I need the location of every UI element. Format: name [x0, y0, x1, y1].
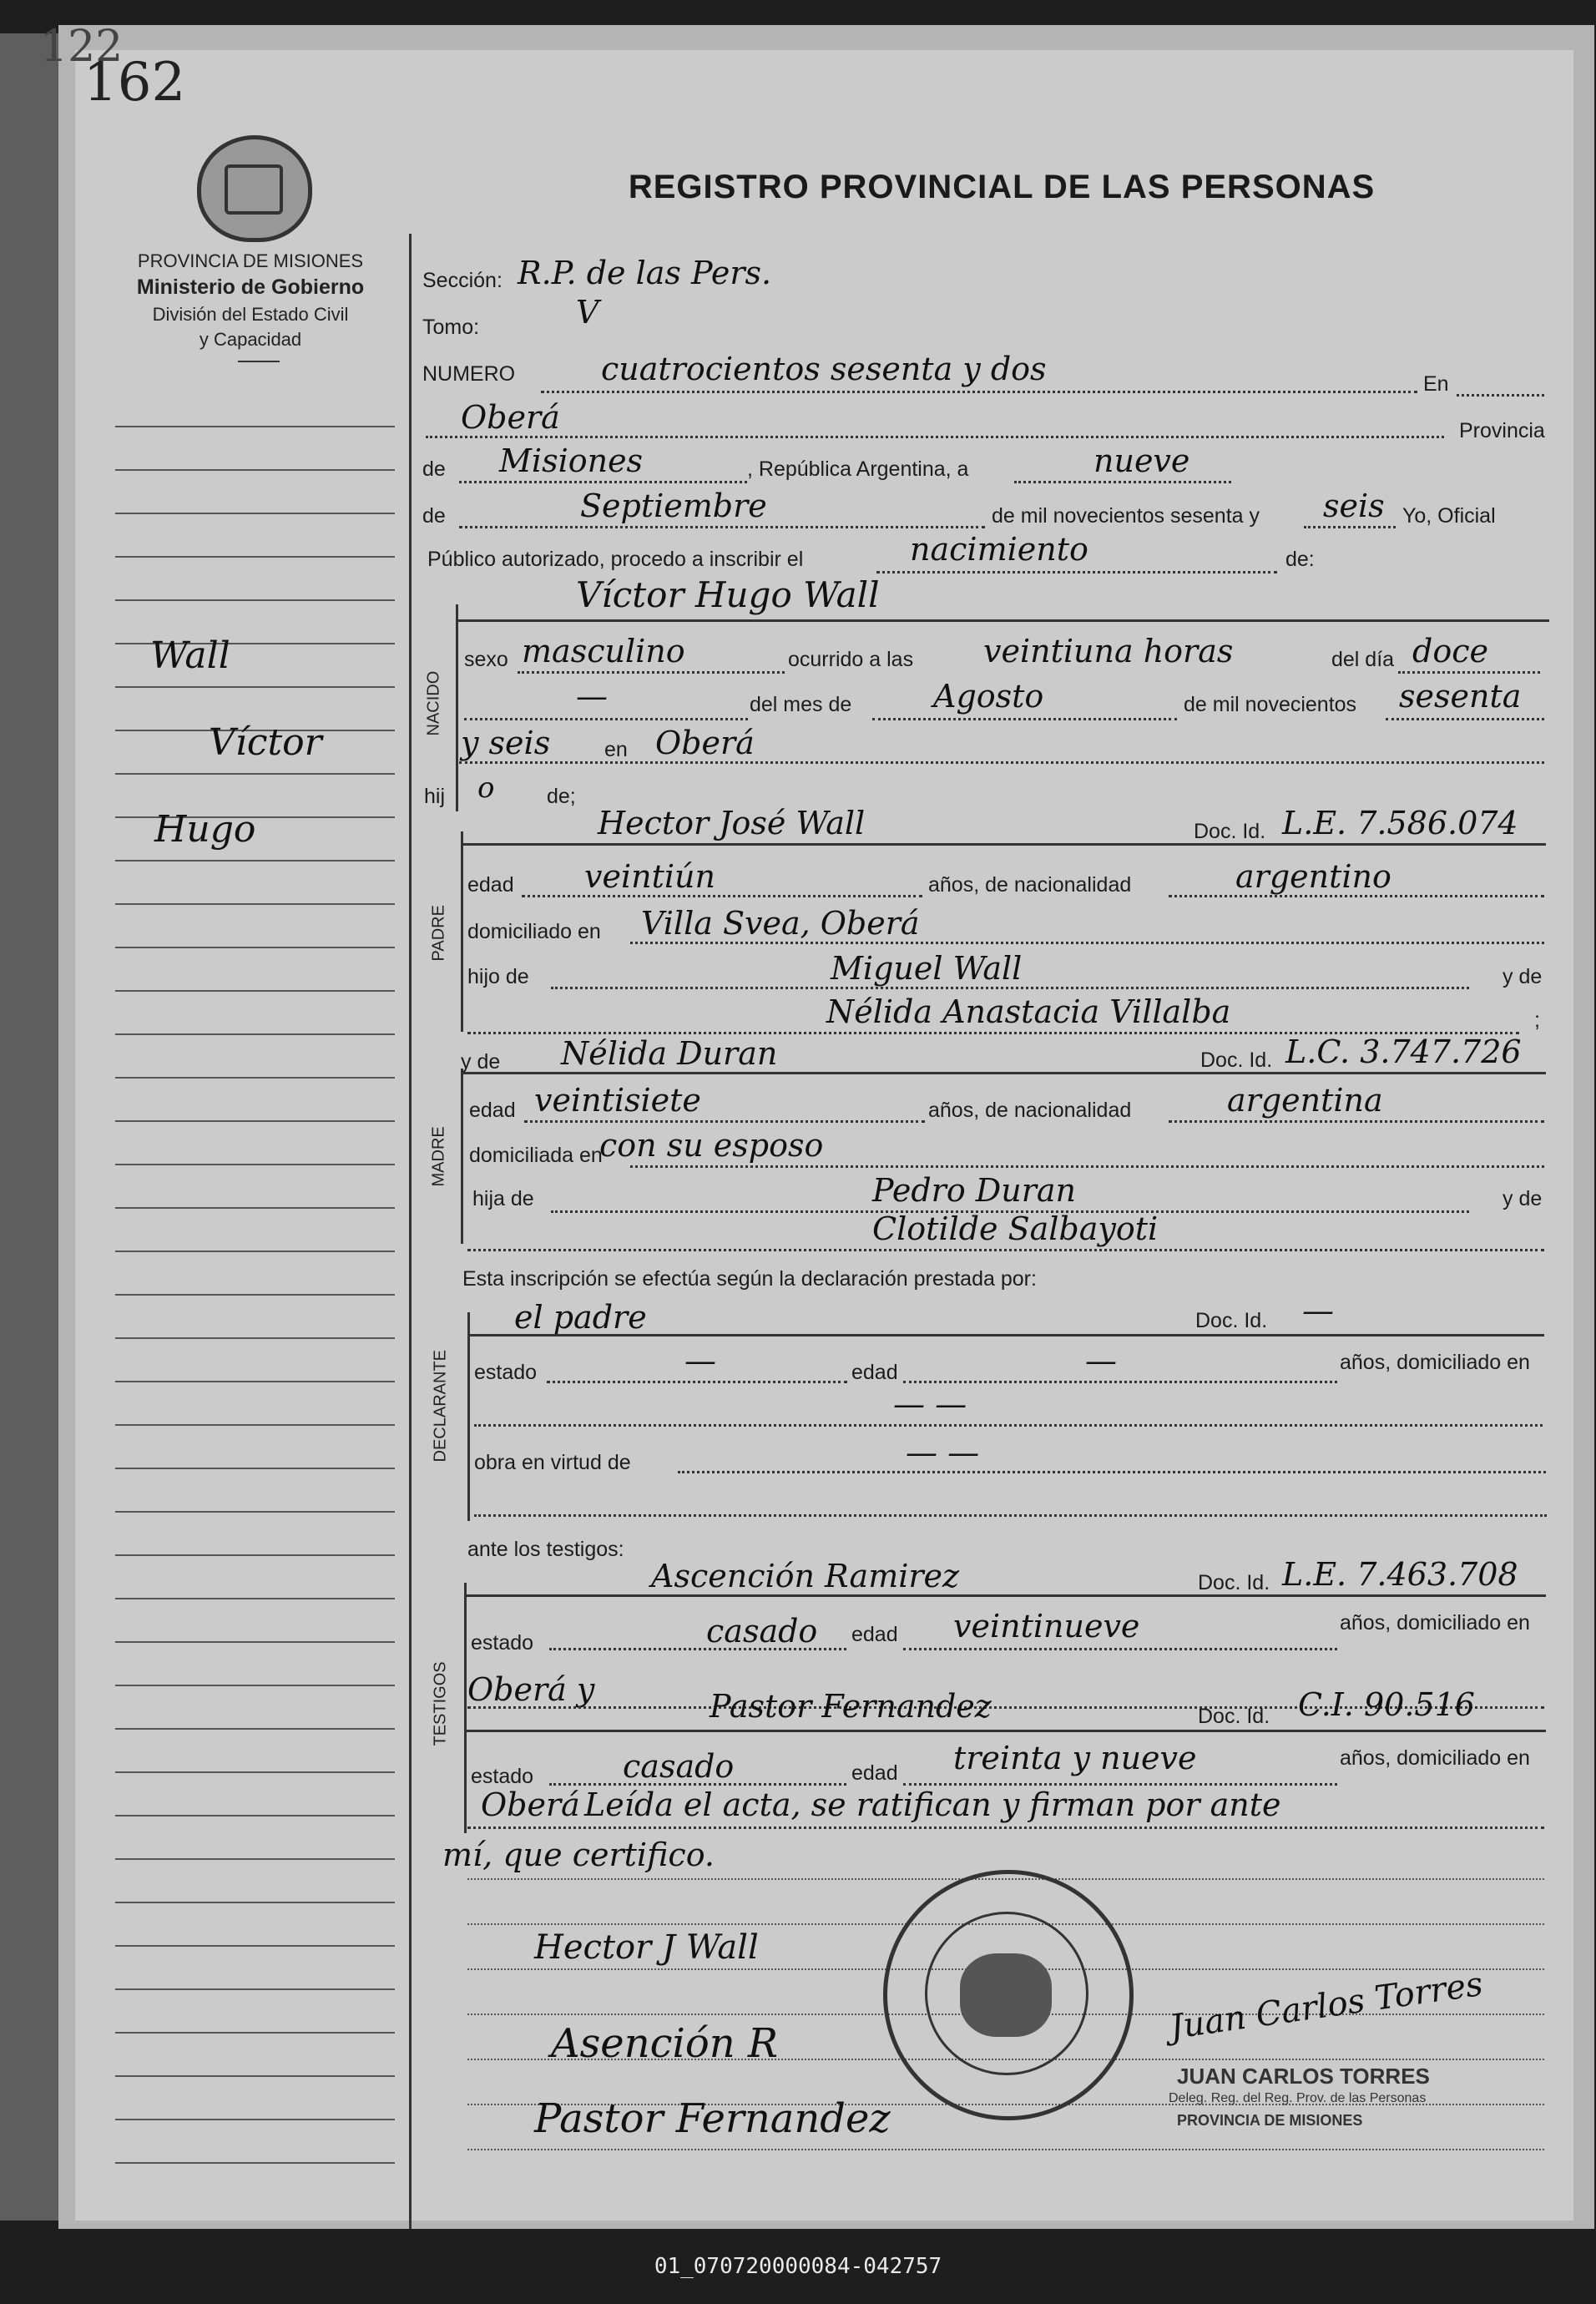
- padre-nacionalidad: argentino: [1235, 858, 1391, 895]
- madre-edad: veintisiete: [534, 1082, 701, 1119]
- document-title: REGISTRO PROVINCIAL DE LAS PERSONAS: [628, 169, 1376, 205]
- madre-padre: Pedro Duran: [872, 1172, 1077, 1209]
- province-name: PROVINCIA DE MISIONES: [137, 250, 364, 271]
- de-mil-label: de mil novecientos sesenta y: [992, 504, 1260, 528]
- testigo-2-line: [464, 1730, 1546, 1732]
- padre-dom-label: domiciliado en: [467, 920, 601, 943]
- margin-rule: [115, 860, 395, 861]
- declarante-dom-line: [474, 1424, 1543, 1427]
- declarante-obra-label: obra en virtud de: [474, 1451, 631, 1474]
- seccion-label: Sección:: [422, 269, 503, 292]
- torres-title-stamp: Deleg. Reg. del Reg. Prov. de las Personas: [1169, 2091, 1427, 2105]
- sexo-line: [518, 671, 785, 674]
- hora-value: veintiuna horas: [983, 633, 1234, 669]
- inscripcion-label: Esta inscripción se efectúa según la declaración prestada por:: [462, 1267, 1037, 1291]
- signature-oficial: Juan Carlos Torres: [1167, 1964, 1486, 2048]
- madre-madre-line: [467, 1249, 1544, 1251]
- padre-edad: veintiún: [584, 858, 715, 895]
- testigo-1-edad: veintinueve: [953, 1608, 1140, 1645]
- mes-inscripcion-line: [459, 526, 985, 528]
- madre-bracket: [461, 1069, 463, 1244]
- footer-identifier: 01_070720000084-042757: [654, 2254, 942, 2279]
- sexo-label: sexo: [464, 648, 508, 671]
- closing-line-1: Leída el acta, se ratifican y firman por ante: [584, 1786, 1281, 1823]
- dia-inscripcion: nueve: [1093, 442, 1190, 479]
- testigo-1-nombre: Ascención Ramirez: [651, 1558, 960, 1594]
- margin-rule: [115, 426, 395, 427]
- testigo-1-estado-line: [549, 1648, 846, 1650]
- padre-padre-line: [551, 987, 1469, 989]
- padre-semicolon: ;: [1534, 1008, 1540, 1032]
- madre-nac-line: [1169, 1120, 1544, 1123]
- old-page-number: 122: [40, 22, 124, 72]
- margin-rule: [115, 686, 395, 688]
- testigo-2-anios-label: años, domiciliado en: [1340, 1746, 1530, 1770]
- lugar-line: [426, 436, 1444, 438]
- margin-rule: [115, 1641, 395, 1643]
- sexo-value: masculino: [522, 633, 685, 669]
- nombre-line: [456, 619, 1549, 622]
- guion-value: —: [576, 678, 608, 715]
- margin-rule: [115, 1945, 395, 1947]
- margin-rule: [115, 556, 395, 558]
- tomo-value: V: [576, 294, 599, 331]
- madre-nacionalidad: argentina: [1227, 1082, 1383, 1119]
- margin-rule: [115, 2162, 395, 2164]
- declarante-nombre-line: [467, 1334, 1544, 1336]
- testigo-1-edad-line: [903, 1648, 1337, 1650]
- division-line-2: y Capacidad: [199, 329, 302, 350]
- madre-domicilio: con su esposo: [599, 1127, 824, 1164]
- padre-edad-label: edad: [467, 873, 514, 897]
- dia-inscripcion-line: [1014, 481, 1231, 483]
- hij-label: hij: [424, 785, 446, 808]
- declarante-domicilio: — —: [893, 1386, 967, 1422]
- padre-dom-line: [630, 942, 1544, 944]
- margin-rule: [115, 1511, 395, 1513]
- margin-rule: [115, 1685, 395, 1686]
- de-label-2: de: [422, 504, 446, 528]
- margin-rule: [115, 1381, 395, 1382]
- padre-y-de-label: y de: [1503, 965, 1543, 988]
- margin-rule: [115, 1728, 395, 1730]
- provincia-line: [459, 481, 747, 483]
- margin-rule: [115, 947, 395, 948]
- padre-padre: Miguel Wall: [831, 950, 1023, 987]
- testigo-2-estado-line: [549, 1783, 846, 1786]
- declarante-edad: —: [1085, 1342, 1117, 1379]
- testigo-1-domicilio: Oberá y: [467, 1671, 595, 1708]
- signature-rule: [467, 2149, 1544, 2150]
- margin-rule: [115, 903, 395, 905]
- publico-label: Público autorizado, procedo a inscribir el: [427, 548, 804, 571]
- nombre-value: Víctor Hugo Wall: [576, 574, 880, 615]
- testigo-1-estado: casado: [706, 1613, 818, 1650]
- ocurrido-label: ocurrido a las: [788, 648, 914, 671]
- seccion-value: R.P. de las Pers.: [518, 255, 772, 291]
- testigos-bracket: [464, 1583, 467, 1833]
- hij-suffix: o: [477, 771, 495, 805]
- signature-padre: Hector J Wall: [534, 1928, 759, 1967]
- testigo-1-anios-label: años, domiciliado en: [1340, 1611, 1530, 1635]
- declarante-nombre: el padre: [514, 1299, 647, 1336]
- margin-rule: [115, 1858, 395, 1860]
- padre-nombre: Hector José Wall: [598, 805, 866, 841]
- testigo-2-edad-line: [903, 1783, 1337, 1786]
- numero-label: NUMERO: [422, 362, 516, 386]
- ante-testigos-label: ante los testigos:: [467, 1538, 624, 1561]
- margin-rule: [115, 1988, 395, 1990]
- margin-rule: [115, 513, 395, 514]
- de-label-1: de: [422, 457, 446, 481]
- padre-hijo-label: hijo de: [467, 965, 529, 988]
- margin-rule: [115, 1815, 395, 1816]
- declarante-edad-line: [903, 1381, 1337, 1383]
- madre-nac-label: años, de nacionalidad: [928, 1099, 1132, 1122]
- margin-rule: [115, 599, 395, 601]
- padre-bracket: [461, 831, 463, 1032]
- anio-value: sesenta: [1399, 678, 1522, 715]
- padre-edad-line: [522, 895, 922, 897]
- declarante-doc: —: [1302, 1292, 1334, 1329]
- numero-value: cuatrocientos sesenta y dos: [601, 351, 1047, 387]
- dia-value: doce: [1412, 633, 1488, 669]
- margin-name-2: Hugo: [154, 808, 256, 851]
- margin-rule: [115, 1164, 395, 1165]
- signature-testigo-2: Pastor Fernandez: [534, 2095, 891, 2142]
- provincia-label: Provincia: [1459, 419, 1545, 442]
- padre-nombre-line: [461, 843, 1546, 846]
- dia-line: [1398, 671, 1540, 674]
- margin-rule: [115, 1294, 395, 1296]
- margin-rule: [115, 1598, 395, 1599]
- margin-rule: [115, 1033, 395, 1035]
- de-mil2-label: de mil novecientos: [1184, 693, 1357, 716]
- margin-rule: [115, 773, 395, 775]
- testigos-section-label: TESTIGOS: [431, 1661, 450, 1746]
- testigo-2-doc-label: Doc. Id.: [1198, 1705, 1270, 1728]
- declarante-obra: — —: [906, 1434, 980, 1471]
- declarante-anios-label: años, domiciliado en: [1340, 1351, 1530, 1374]
- ministry-name: Ministerio de Gobierno: [136, 275, 365, 299]
- provincia-value: Misiones: [499, 442, 644, 479]
- anio-inscripcion-line: [1304, 526, 1396, 528]
- margin-surname: Wall: [150, 634, 230, 677]
- testigo-2-edad: treinta y nueve: [953, 1740, 1197, 1776]
- testigo-2-edad-label: edad: [851, 1761, 898, 1785]
- official-seal-emblem-icon: [960, 1953, 1052, 2037]
- madre-doc: L.C. 3.747.726: [1285, 1033, 1522, 1070]
- anio2-value: y seis: [461, 725, 551, 761]
- testigo-2-doc: C.I. 90.516: [1298, 1686, 1475, 1723]
- declarante-estado: —: [684, 1342, 716, 1379]
- en2-label: en: [604, 738, 628, 761]
- margin-rule: [115, 1120, 395, 1122]
- declarante-doc-label: Doc. Id.: [1195, 1309, 1268, 1332]
- madre-dom-label: domiciliada en: [469, 1144, 603, 1167]
- nacido-section-label: NACIDO: [424, 670, 443, 736]
- torres-name-stamp: JUAN CARLOS TORRES: [1177, 2064, 1430, 2089]
- closing-line-2: mí, que certifico.: [442, 1837, 715, 1873]
- en-label: En: [1423, 372, 1449, 396]
- closing-line-1-rule: [467, 1827, 1544, 1829]
- del-mes-label: del mes de: [750, 693, 852, 716]
- margin-rule: [115, 1251, 395, 1252]
- padre-doc: L.E. 7.586.074: [1282, 805, 1518, 841]
- de-semi-label: de;: [547, 785, 576, 808]
- margin-rule: [115, 990, 395, 992]
- testigo-2-estado-label: estado: [471, 1765, 534, 1788]
- torres-province-stamp: PROVINCIA DE MISIONES: [1177, 2112, 1363, 2129]
- margin-rule: [115, 1771, 395, 1773]
- guion-line: [464, 718, 748, 720]
- declarante-estado-label: estado: [474, 1361, 538, 1384]
- declarante-blank-line: [474, 1514, 1547, 1517]
- margin-rule: [115, 2119, 395, 2120]
- padre-nac-line: [1169, 895, 1544, 897]
- margin-rule: [115, 2032, 395, 2034]
- margin-name-1: Víctor: [209, 721, 322, 764]
- declarante-section-label: DECLARANTE: [431, 1350, 450, 1463]
- testigo-1-estado-label: estado: [471, 1631, 534, 1655]
- mes-value: Agosto: [933, 678, 1044, 715]
- margin-rule: [115, 1424, 395, 1426]
- padre-domicilio: Villa Svea, Oberá: [641, 905, 920, 942]
- margin-rule: [115, 2075, 395, 2077]
- margin-rule: [115, 1337, 395, 1339]
- declarante-edad-label: edad: [851, 1361, 898, 1384]
- madre-y-de-label-2: y de: [1503, 1187, 1543, 1210]
- republica-label: , República Argentina, a: [747, 457, 969, 481]
- yo-oficial-label: Yo, Oficial: [1402, 504, 1496, 528]
- padre-nac-label: años, de nacionalidad: [928, 873, 1132, 897]
- page-number: 162: [83, 52, 186, 114]
- madre-y-de-label: y de: [461, 1050, 501, 1074]
- margin-rule: [115, 469, 395, 471]
- declarante-obra-line: [678, 1471, 1546, 1473]
- madre-nombre: Nélida Duran: [561, 1035, 778, 1072]
- margin-rule: [115, 1077, 395, 1079]
- mes-line: [872, 718, 1177, 720]
- padre-madre: Nélida Anastacia Villalba: [826, 993, 1231, 1030]
- lugar-nac-value: Oberá: [655, 725, 755, 761]
- madre-dom-line: [630, 1165, 1544, 1168]
- madre-edad-label: edad: [469, 1099, 516, 1122]
- testigo-2-estado: casado: [623, 1748, 735, 1785]
- madre-hija-label: hija de: [472, 1187, 534, 1210]
- madre-doc-label: Doc. Id.: [1200, 1048, 1273, 1072]
- declarante-estado-line: [547, 1381, 847, 1383]
- anio-inscripcion: seis: [1323, 488, 1385, 524]
- madre-madre: Clotilde Salbayoti: [872, 1210, 1159, 1247]
- padre-section-label: PADRE: [429, 905, 448, 962]
- numero-line: [541, 391, 1417, 393]
- del-dia-label: del día: [1331, 648, 1395, 671]
- form-left-border: [409, 234, 412, 2229]
- testigo-1-line: [464, 1594, 1546, 1597]
- de-colon-label: de:: [1285, 548, 1315, 571]
- margin-rule: [115, 1468, 395, 1469]
- testigo-2-nombre: Pastor Fernandez: [710, 1688, 992, 1725]
- margin-rule: [115, 1902, 395, 1903]
- madre-section-label: MADRE: [429, 1126, 448, 1187]
- margin-rule: [115, 1554, 395, 1556]
- margin-rule: [115, 1207, 395, 1209]
- mes-inscripcion: Septiembre: [580, 488, 767, 524]
- declarante-bracket: [467, 1312, 470, 1521]
- acto-value: nacimiento: [910, 531, 1088, 568]
- provincial-crest-icon: [197, 135, 312, 242]
- tomo-label: Tomo:: [422, 316, 480, 339]
- madre-edad-line: [524, 1120, 925, 1123]
- lugar-nac-line: [459, 761, 1544, 764]
- padre-doc-label: Doc. Id.: [1194, 820, 1266, 843]
- nacido-bracket: [456, 604, 458, 811]
- division-line-1: División del Estado Civil: [152, 304, 349, 325]
- signature-testigo-1: Asención R: [551, 2020, 779, 2067]
- lugar-value: Oberá: [461, 399, 560, 436]
- acto-line: [876, 571, 1277, 573]
- anio-line: [1386, 718, 1544, 720]
- testigo-1-doc-label: Doc. Id.: [1198, 1571, 1270, 1594]
- header-divider: [238, 361, 280, 362]
- testigo-1-edad-label: edad: [851, 1623, 898, 1646]
- madre-nombre-line: [461, 1072, 1546, 1074]
- testigo-2-domicilio: Oberá: [481, 1786, 580, 1823]
- testigo-1-doc: L.E. 7.463.708: [1282, 1556, 1518, 1593]
- en-line: [1457, 394, 1544, 397]
